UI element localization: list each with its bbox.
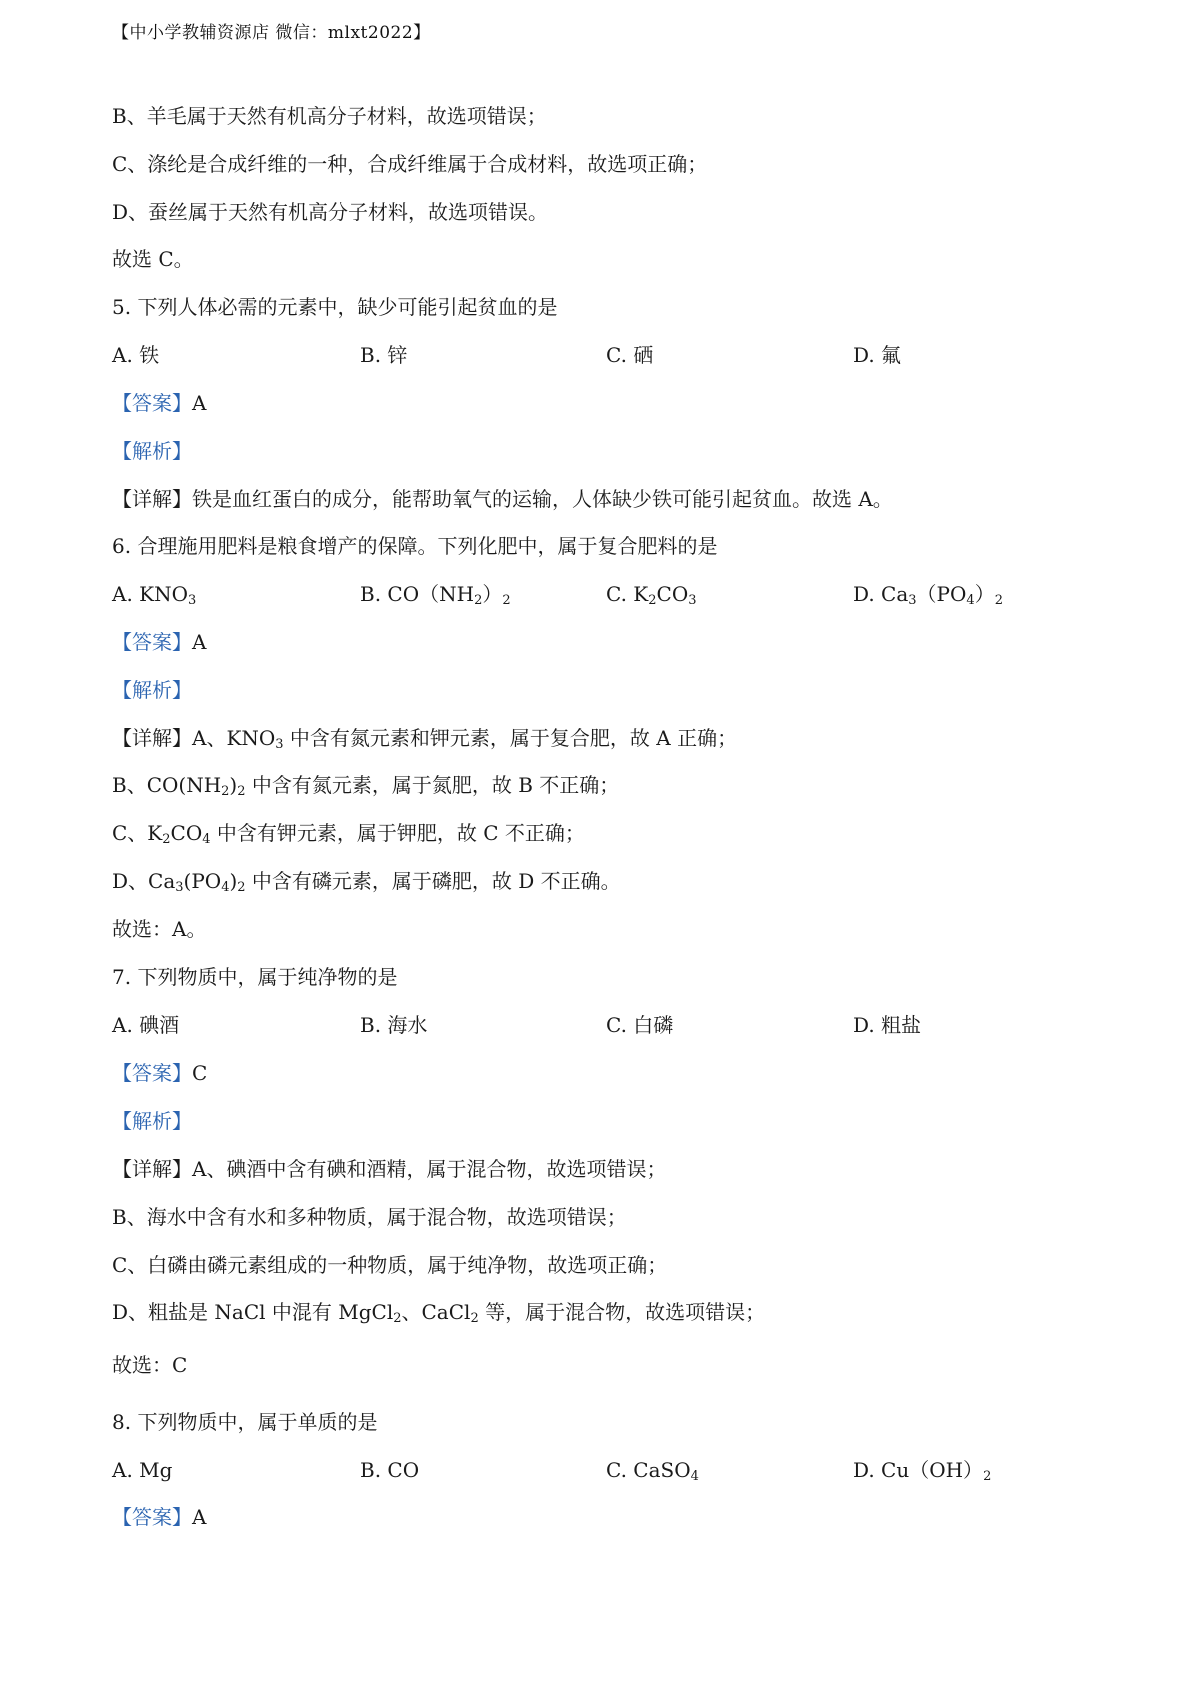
q7-answer <box>112 1059 207 1087</box>
detail-tag: 【详解】 <box>112 487 192 511</box>
q5-option-d: D. 氟 <box>853 343 902 367</box>
q8-answer <box>112 1503 206 1531</box>
q8-options <box>112 1456 1112 1484</box>
q7-conclusion: 故选：C <box>112 1353 188 1377</box>
q6-option-a: A. $KNO_3$ <box>112 582 197 608</box>
q5-answer <box>112 389 206 417</box>
answer-tag: 【答案】 <box>112 1061 192 1085</box>
q8-option-b: B. CO <box>360 1458 420 1482</box>
q7-option-a: A. 碘酒 <box>112 1013 180 1037</box>
q5-stem: 5. 下列人体必需的元素中，缺少可能引起贫血的是 <box>112 295 558 319</box>
q5-analysis <box>112 437 192 465</box>
q6-detail-d: D、$Ca_3(PO_4)_2$ 中含有磷元素，属于磷肥，故 D 不正确。 <box>112 869 621 895</box>
detail-text: 铁是血红蛋白的成分，能帮助氧气的运输，人体缺少铁可能引起贫血。故选 A。 <box>192 487 893 511</box>
analysis-tag: 【解析】 <box>112 1109 192 1133</box>
q7-detail-c: C、白磷由磷元素组成的一种物质，属于纯净物，故选项正确； <box>112 1253 668 1277</box>
q6-stem: 6. 合理施用肥料是粮食增产的保障。下列化肥中，属于复合肥料的是 <box>112 534 718 558</box>
answer-tag: 【答案】 <box>112 630 192 654</box>
q6-analysis <box>112 676 192 704</box>
q8-option-a: A. Mg <box>112 1458 173 1482</box>
q7-options <box>112 1011 1112 1039</box>
q4-option-d-explanation: D、蚕丝属于天然有机高分子材料，故选项错误。 <box>112 200 549 224</box>
q7-analysis <box>112 1107 192 1135</box>
q6-detail-b: B、$CO(NH_2)_2$ 中含有氮元素，属于氮肥，故 B 不正确； <box>112 773 620 799</box>
answer-value: A <box>192 391 207 415</box>
detail-tag: 【详解】 <box>112 726 192 750</box>
q7-detail-a: 【详解】A、碘酒中含有碘和酒精，属于混合物，故选项错误； <box>112 1157 667 1181</box>
analysis-tag: 【解析】 <box>112 439 192 463</box>
q6-option-b: B. $CO(NH_2)_2$ <box>360 582 511 608</box>
q6-conclusion: 故选：A。 <box>112 917 207 941</box>
q5-option-a: A. 铁 <box>112 343 160 367</box>
q7-option-b: B. 海水 <box>360 1013 428 1037</box>
q6-detail-c: C、$K_2CO_4$ 中含有钾元素，属于钾肥，故 C 不正确； <box>112 821 585 847</box>
q5-option-b: B. 锌 <box>360 343 408 367</box>
analysis-tag: 【解析】 <box>112 678 192 702</box>
q6-option-d: D. $Ca_3(PO_4)_2$ <box>853 582 1003 608</box>
q6-answer <box>112 628 206 656</box>
q6-options <box>112 580 1112 608</box>
q4-option-c-explanation: C、涤纶是合成纤维的一种，合成纤维属于合成材料，故选项正确； <box>112 152 708 176</box>
q8-option-d: D. $Cu(OH)_2$ <box>853 1458 992 1484</box>
answer-value: C <box>192 1061 208 1085</box>
detail-tag: 【详解】 <box>112 1157 192 1181</box>
q8-stem: 8. 下列物质中，属于单质的是 <box>112 1410 378 1434</box>
q7-detail-b: B、海水中含有水和多种物质，属于混合物，故选项错误； <box>112 1205 627 1229</box>
q5-options <box>112 341 1112 369</box>
q4-option-b-explanation: B、羊毛属于天然有机高分子材料，故选项错误； <box>112 104 547 128</box>
q7-option-d: D. 粗盐 <box>853 1013 922 1037</box>
q7-detail-d: D、粗盐是 NaCl 中混有 MgCl$_2$、CaCl$_2$ 等，属于混合物，故选项错误； <box>112 1300 766 1326</box>
answer-tag: 【答案】 <box>112 391 192 415</box>
q8-option-c: C. CaSO$_4$ <box>606 1458 699 1484</box>
answer-value: A <box>192 1505 207 1529</box>
q6-option-c: C. $K_2CO_3$ <box>606 582 697 608</box>
answer-value: A <box>192 630 207 654</box>
page-header: 【中小学教辅资源店 微信：mlxt2022】 <box>112 23 431 43</box>
q7-stem: 7. 下列物质中，属于纯净物的是 <box>112 965 398 989</box>
q5-option-c: C. 硒 <box>606 343 654 367</box>
answer-tag: 【答案】 <box>112 1505 192 1529</box>
q4-conclusion: 故选 C。 <box>112 247 194 271</box>
q6-detail-a: 【详解】A、$KNO_3$ 中含有氮元素和钾元素，属于复合肥，故 A 正确； <box>112 726 738 752</box>
q5-detail <box>112 485 893 513</box>
q7-option-c: C. 白磷 <box>606 1013 674 1037</box>
